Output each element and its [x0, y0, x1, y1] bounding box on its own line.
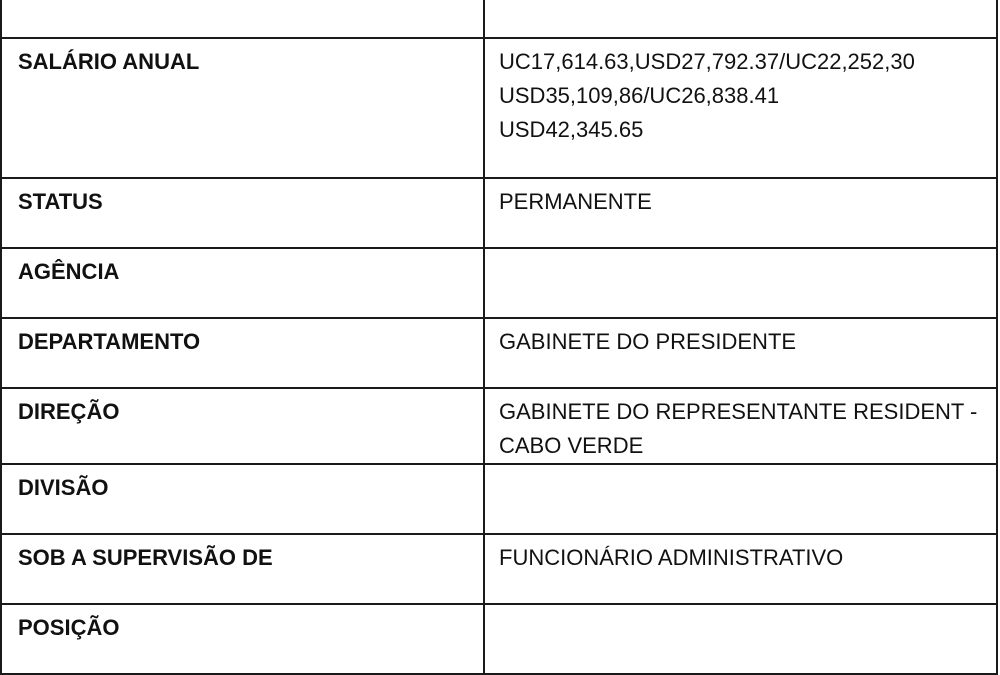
row-label [1, 0, 484, 38]
row-value [484, 318, 997, 388]
row-label: DIREÇÃO [1, 388, 484, 464]
table-row-department [1, 318, 997, 388]
row-value [484, 464, 997, 534]
row-label: SOB A SUPERVISÃO DE [1, 534, 484, 604]
row-label: AGÊNCIA [1, 248, 484, 318]
row-label: STATUS [1, 178, 484, 248]
row-label: DIVISÃO [1, 464, 484, 534]
row-label: DEPARTAMENTO [1, 318, 484, 388]
row-value [484, 534, 997, 604]
row-value [484, 248, 997, 318]
row-value-line: GABINETE DO REPRESENTANTE RESIDENT - [499, 399, 978, 424]
table-row-supervisor [1, 534, 997, 604]
row-value [484, 178, 997, 248]
row-value [484, 604, 997, 674]
table-row-division [1, 464, 997, 534]
row-value-line: GABINETE DO PRESIDENTE [499, 329, 797, 354]
row-value-line: PERMANENTE [499, 189, 652, 214]
row-value-line: USD35,109,86/UC26,838.41 [499, 83, 780, 108]
row-value-line: UC17,614.63,USD27,792.37/UC22,252,30 [499, 49, 915, 74]
table-row-grade [1, 0, 997, 38]
row-value-line [499, 0, 986, 4]
table-row-direction [1, 388, 997, 464]
table-row-annual-salary [1, 38, 997, 178]
table-row-agency [1, 248, 997, 318]
table-row-position [1, 604, 997, 674]
row-value [484, 38, 997, 178]
row-label: SALÁRIO ANUAL [1, 38, 484, 178]
row-value-line: CABO VERDE [499, 433, 644, 458]
row-value-line: FUNCIONÁRIO ADMINISTRATIVO [499, 545, 844, 570]
row-value [484, 388, 997, 464]
row-label: POSIÇÃO [1, 604, 484, 674]
row-value [484, 0, 997, 38]
table-row-status [1, 178, 997, 248]
row-value-line: USD42,345.65 [499, 117, 644, 142]
